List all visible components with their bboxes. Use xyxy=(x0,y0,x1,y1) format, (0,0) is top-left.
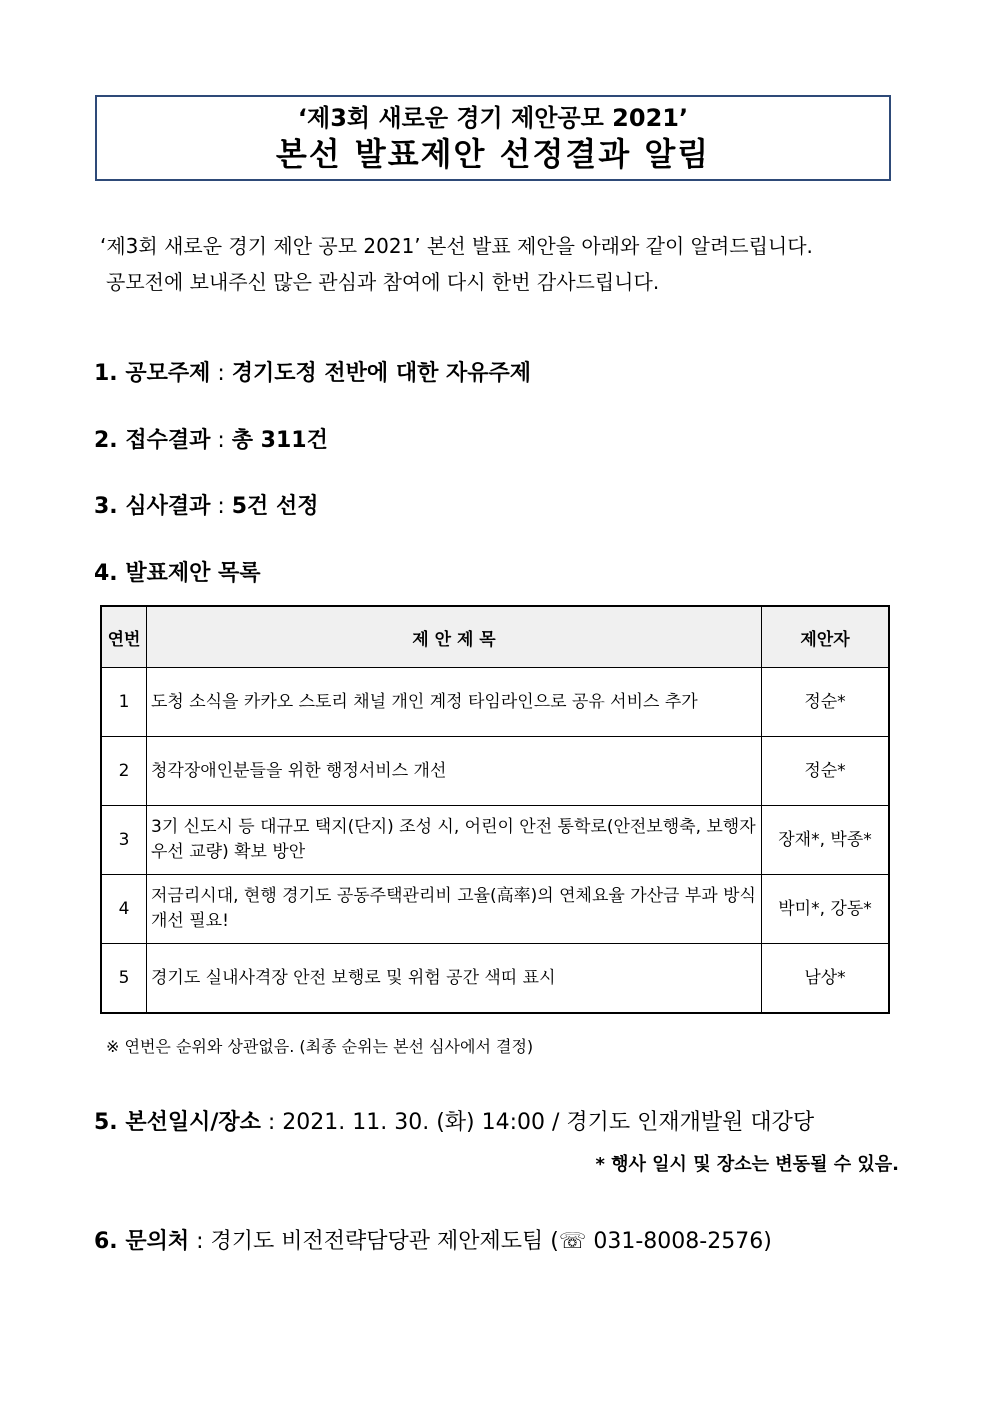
row-title: 3기 신도시 등 대규모 택지(단지) 조성 시, 어린이 안전 통학로(안전보행축, 보행자 우선 교량) 확보 방안 xyxy=(147,806,762,875)
row-no: 5 xyxy=(101,944,147,1014)
section-review-sep: : xyxy=(210,494,232,519)
section-contact-value: 경기도 비전전략담당관 제안제도팀 (☏ 031-8008-2576) xyxy=(210,1229,772,1254)
table-row xyxy=(101,944,889,1014)
section-contact-head: 6. 문의처 xyxy=(94,1229,190,1254)
section-contact xyxy=(94,1224,772,1255)
table-row xyxy=(101,806,889,875)
section-receipt-head: 2. 접수결과 xyxy=(94,428,211,453)
section-topic-value: 경기도정 전반에 대한 자유주제 xyxy=(231,361,532,386)
table-row xyxy=(101,875,889,944)
section-review-head: 3. 심사결과 xyxy=(94,494,211,519)
proposal-table xyxy=(100,605,890,1014)
table-row xyxy=(101,737,889,806)
intro-line-1: ‘제3회 새로운 경기 제안 공모 2021’ 본선 발표 제안을 아래와 같이 알려드립니다. xyxy=(100,234,813,258)
title-line-1: ‘제3회 새로운 경기 제안공모 2021’ xyxy=(297,104,689,132)
change-note: * 행사 일시 및 장소는 변동될 수 있음. xyxy=(595,1154,899,1175)
row-author: 장재*, 박종* xyxy=(762,806,890,875)
row-no: 1 xyxy=(101,668,147,737)
intro-paragraph xyxy=(100,228,813,300)
row-author: 박미*, 강동* xyxy=(762,875,890,944)
section-receipt-sep: : xyxy=(210,428,232,453)
table-note: ※ 연번은 순위와 상관없음. (최종 순위는 본선 심사에서 결정) xyxy=(106,1037,534,1056)
row-no: 3 xyxy=(101,806,147,875)
section-topic xyxy=(94,356,531,387)
intro-line-2: 공모전에 보내주신 많은 관심과 참여에 다시 한번 감사드립니다. xyxy=(106,270,660,294)
section-receipt xyxy=(94,423,328,454)
row-no: 4 xyxy=(101,875,147,944)
section-final-value: 2021. 11. 30. (화) 14:00 / 경기도 인재개발원 대강당 xyxy=(282,1110,815,1135)
header-no: 연번 xyxy=(101,606,147,668)
section-final-schedule xyxy=(94,1105,814,1136)
section-final-sep: : xyxy=(260,1110,283,1135)
table-row xyxy=(101,668,889,737)
row-author: 정순* xyxy=(762,737,890,806)
section-topic-sep: : xyxy=(210,361,232,386)
header-author: 제안자 xyxy=(762,606,890,668)
row-author: 남상* xyxy=(762,944,890,1014)
section-contact-sep: : xyxy=(189,1229,211,1254)
title-box xyxy=(95,95,891,181)
section-review-value: 5건 선정 xyxy=(231,494,319,519)
row-title: 도청 소식을 카카오 스토리 채널 개인 계정 타임라인으로 공유 서비스 추가 xyxy=(147,668,762,737)
header-title: 제 안 제 목 xyxy=(147,606,762,668)
section-list xyxy=(94,556,261,587)
section-receipt-value: 총 311건 xyxy=(231,428,328,453)
section-list-head: 4. 발표제안 목록 xyxy=(94,561,261,586)
row-title: 청각장애인분들을 위한 행정서비스 개선 xyxy=(147,737,762,806)
section-review xyxy=(94,489,318,520)
table-header-row xyxy=(101,606,889,668)
section-final-head: 5. 본선일시/장소 xyxy=(94,1110,261,1135)
row-no: 2 xyxy=(101,737,147,806)
row-title: 경기도 실내사격장 안전 보행로 및 위험 공간 색띠 표시 xyxy=(147,944,762,1014)
row-title: 저금리시대, 현행 경기도 공동주택관리비 고율(高率)의 연체요율 가산금 부과 방식 개선 필요! xyxy=(147,875,762,944)
row-author: 정순* xyxy=(762,668,890,737)
section-topic-head: 1. 공모주제 xyxy=(94,361,211,386)
page-title: 본선 발표제안 선정결과 알림 xyxy=(275,135,711,173)
